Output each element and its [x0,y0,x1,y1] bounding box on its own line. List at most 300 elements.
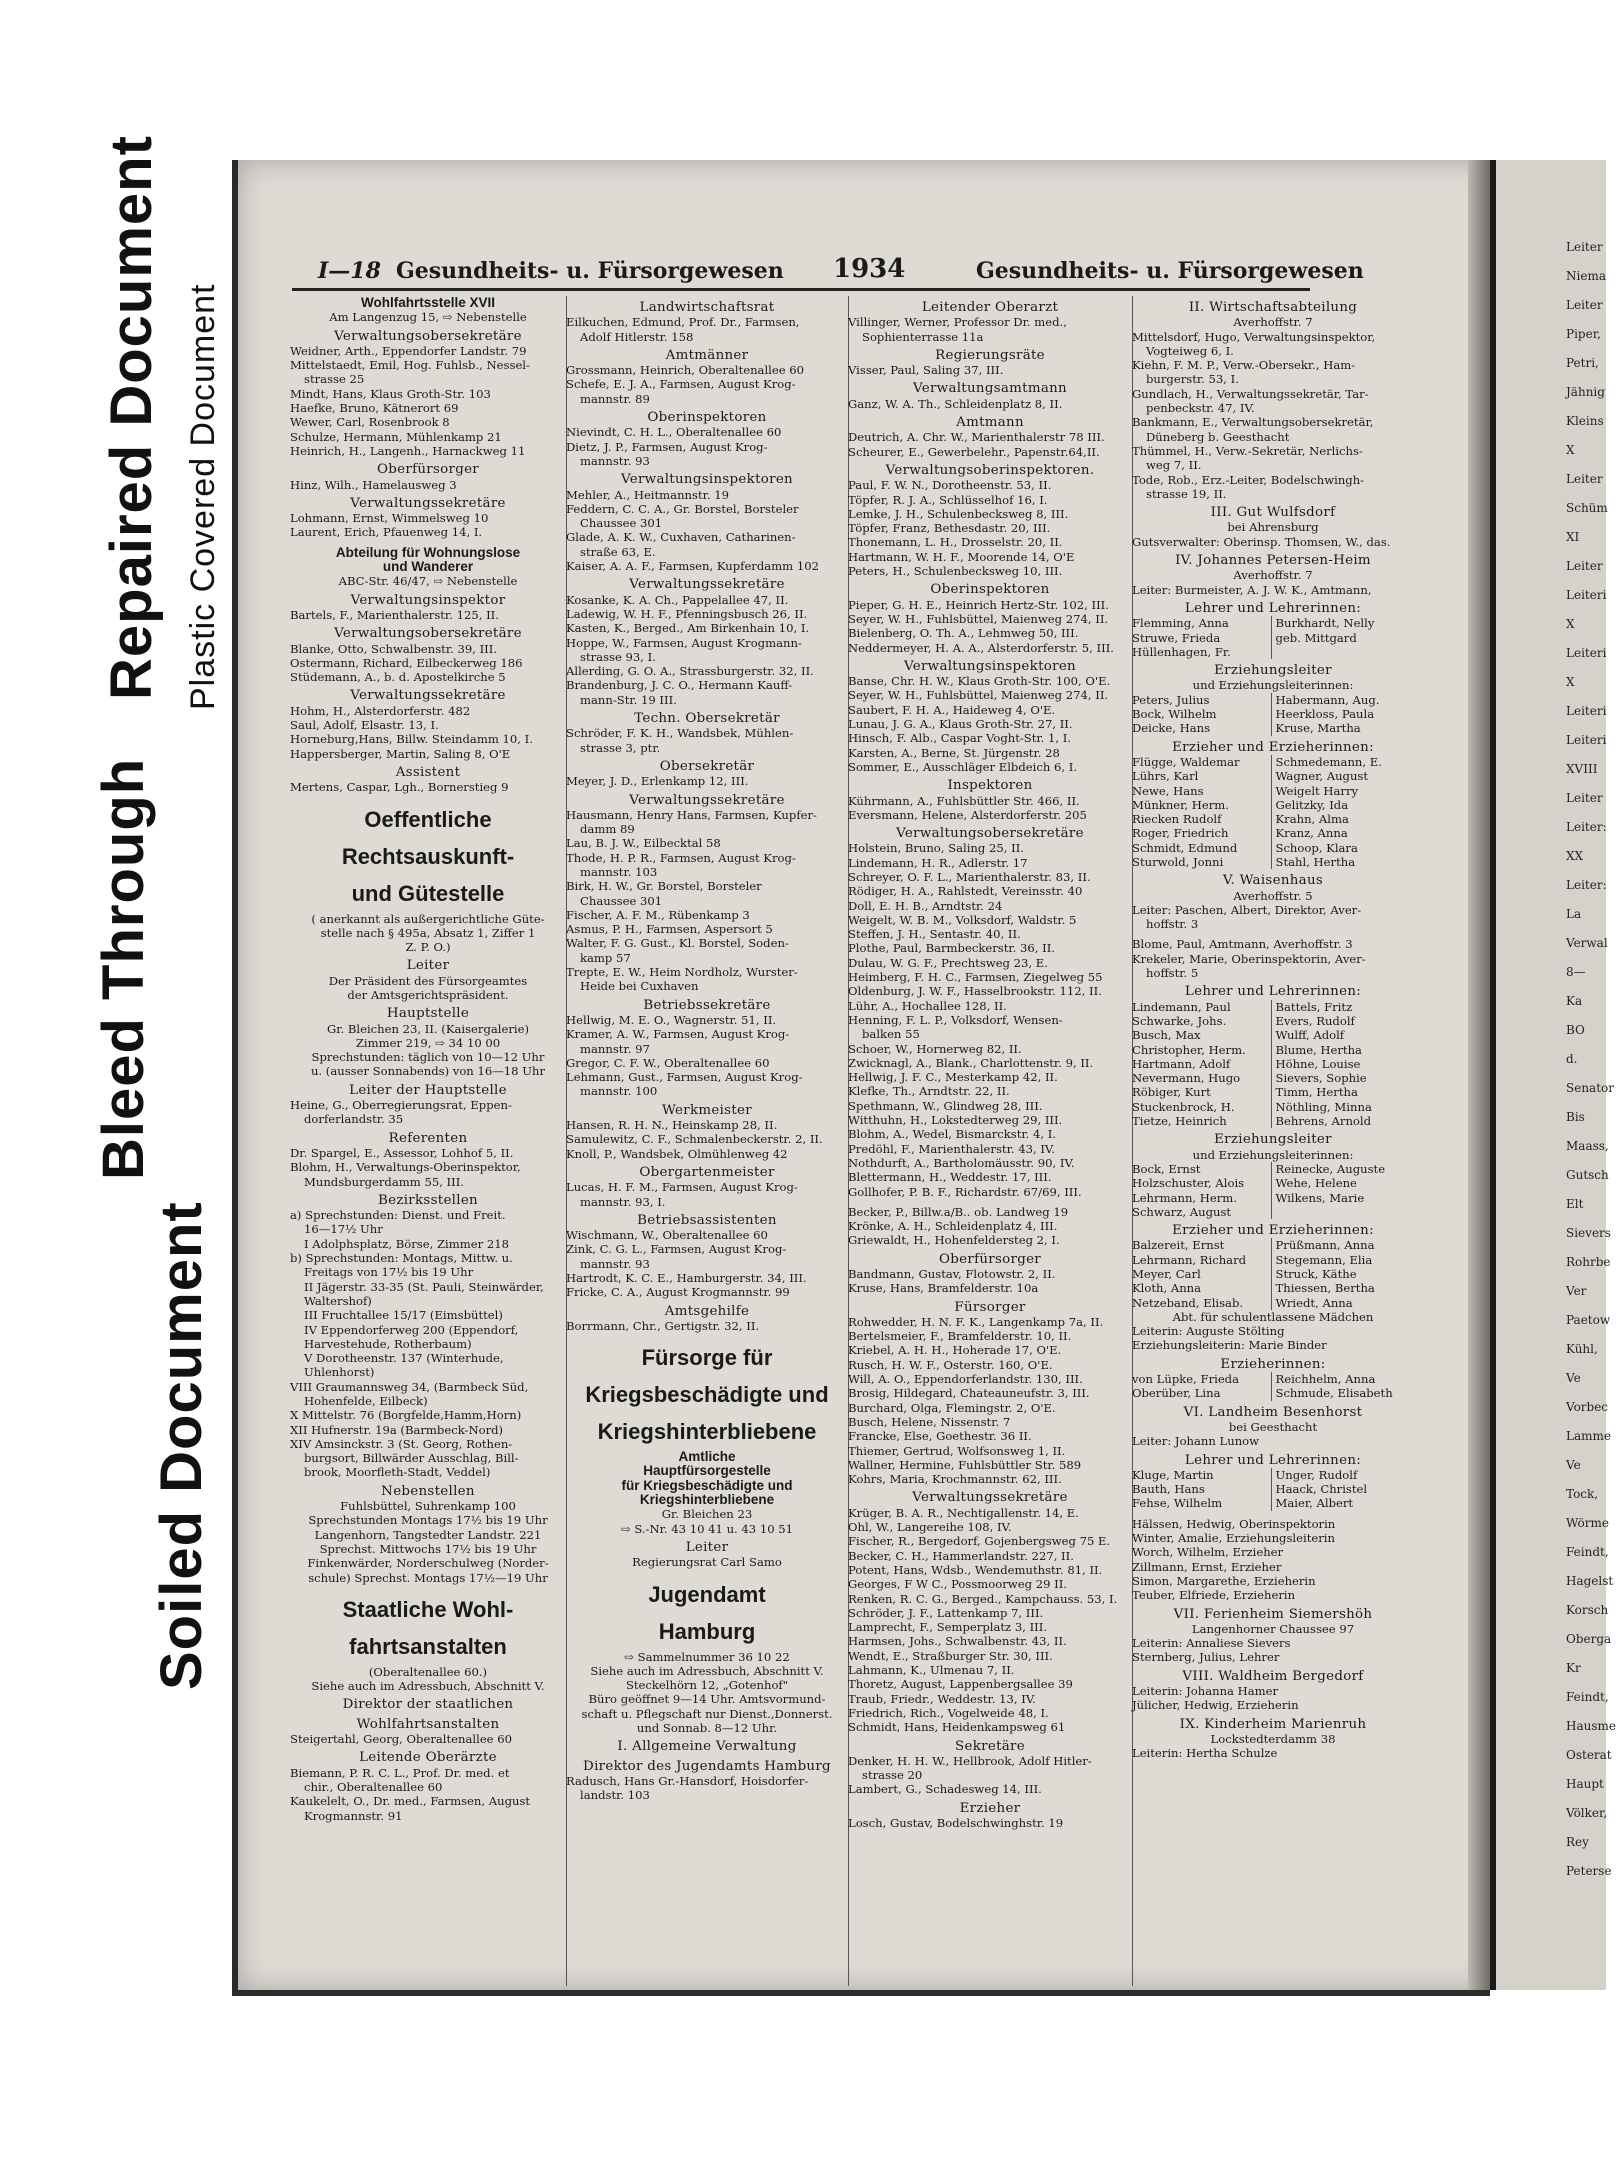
name-pair-row [1132,755,1414,769]
directory-entry: Hohm, H., Alsterdorferstr. 482 [290,703,471,718]
adjacent-page-text: Rey [1566,1835,1589,1849]
section-heading: IX. Kinderheim Marienruh [1179,1716,1367,1732]
directory-entry: Renken, R. C. G., Berged., Kampchauss. 53, I. [848,1591,1118,1606]
name-left: Flügge, Waldemar [1132,754,1240,769]
adjacent-page-text: Bis [1566,1110,1585,1124]
directory-entry: Leiterin: Auguste Stölting [1132,1324,1285,1339]
name-pair-row [1132,855,1414,869]
directory-entry: Knoll, P., Wandsbek, Olmühlenweg 42 [566,1146,788,1161]
section-heading: Amtmann [956,415,1024,431]
directory-entry: Harmsen, Johs., Schwalbenstr. 43, II. [848,1634,1067,1649]
centered-line: ⇨ S.-Nr. 43 10 41 u. 43 10 51 [620,1521,794,1536]
adjacent-page-text: Korsch [1566,1603,1609,1617]
book-gutter [1468,160,1490,1990]
directory-entry: Mittelsdorf, Hugo, Verwaltungsinspektor, [1132,329,1376,344]
adjacent-page-text: Ka [1566,994,1583,1008]
directory-entry: Heinrich, H., Langenh., Harnackweg 11 [290,443,526,458]
directory-entry: Francke, Else, Goethestr. 36 II. [848,1429,1032,1444]
section-heading: Nebenstellen [381,1483,475,1499]
directory-entry: Erziehungsleiterin: Marie Binder [1132,1338,1327,1353]
directory-entry: Blohm, A., Wedel, Bismarckstr. 4, I. [848,1127,1057,1142]
centered-line: Siehe auch im Adressbuch, Abschnitt V. [311,1679,545,1694]
directory-entry: Walter, F. G. Gust., Kl. Borstel, Soden- [566,936,789,951]
directory-entry: Klefke, Th., Arndtstr. 22, II. [848,1084,1010,1099]
centered-line: Averhoffstr. 7 [1233,315,1313,330]
directory-entry: Feddern, C. C. A., Gr. Borstel, Borsteler [566,501,799,516]
office-title: Fürsorge für [641,1345,773,1371]
directory-entry: Schulze, Hermann, Mühlenkamp 21 [290,429,502,444]
adjacent-page-text: Oberga [1566,1632,1612,1646]
section-heading: Betriebsassistenten [637,1212,777,1228]
directory-entry: Predöhl, F., Marienthalerstr. 43, IV. [848,1141,1055,1156]
side-label-repaired-document: Repaired Document [99,135,164,700]
directory-entry: Pieper, G. H. E., Heinrich Hertz-Str. 102, III. [848,597,1109,612]
name-right: Wagner, August [1271,769,1415,783]
directory-entry: Weidner, Arth., Eppendorfer Landstr. 79 [290,343,527,358]
directory-entry: Hausmann, Henry Hans, Farmsen, Kupfer- [566,807,817,822]
name-left: Struwe, Frieda [1132,630,1221,645]
name-pair-row [1132,1085,1414,1099]
directory-entry: Gundlach, H., Verwaltungssekretär, Tar- [1132,386,1369,401]
entry-continuation: strasse 93, I. [580,649,656,664]
directory-entry: Kosanke, K. A. Ch., Pappelallee 47, II. [566,592,789,607]
entry-continuation: II Jägerstr. 33-35 (St. Pauli, Steinwärder, [304,1279,544,1294]
entry-continuation: landstr. 103 [580,1788,650,1803]
name-pair-row [1132,1253,1414,1267]
directory-entry: Oldenburg, J. W. F., Hasselbrookstr. 112, II. [848,984,1102,999]
centered-line: Fuhlsbüttel, Suhrenkamp 100 [340,1499,516,1514]
name-left: von Lüpke, Frieda [1132,1372,1240,1387]
name-pair-row [1132,1028,1414,1042]
directory-entry: Kaiser, A. A. F., Farmsen, Kupferdamm 102 [566,559,819,574]
adjacent-page-text: d. [1566,1052,1578,1066]
directory-entry: Lemke, J. H., Schulenbecksweg 8, III. [848,506,1069,521]
adjacent-page-text: Tock, [1566,1487,1599,1501]
directory-entry: Allerding, G. O. A., Strassburgerstr. 32, II. [566,664,814,679]
centered-line: ABC-Str. 46/47, ⇨ Nebenstelle [338,574,518,589]
side-label-plastic-covered: Plastic Covered Document [184,283,222,710]
adjacent-page-text: BO [1566,1023,1585,1037]
directory-entry: Nievindt, C. H. L., Oberaltenallee 60 [566,425,782,440]
header-rule [292,288,1310,291]
directory-entry: Winter, Amalie, Erziehungsleiterin [1132,1531,1335,1546]
directory-entry: Thiemer, Gertrud, Wolfsonsweg 1, II. [848,1443,1066,1458]
section-heading: Verwaltungsamtmann [913,381,1067,397]
section-heading: VIII. Waldheim Bergedorf [1182,1668,1364,1684]
section-heading: Erziehungsleiter [1214,663,1332,679]
directory-entry: Leiter: Johann Lunow [1132,1434,1260,1449]
section-heading: V. Waisenhaus [1222,873,1324,889]
name-left: Roger, Friedrich [1132,826,1229,841]
directory-entry: Krekeler, Marie, Oberinspektorin, Aver- [1132,951,1366,966]
name-right: Nöthling, Minna [1271,1100,1415,1114]
directory-entry: Blanke, Otto, Schwalbenstr. 39, III. [290,641,498,656]
adjacent-page-text: Lamme [1566,1429,1611,1443]
directory-entry: Ostermann, Richard, Eilbeckerweg 186 [290,655,523,670]
entry-continuation: V Dorotheenstr. 137 (Winterhude, [304,1351,504,1366]
name-left: Bock, Wilhelm [1132,707,1217,722]
directory-entry: Happersberger, Martin, Saling 8, O'E [290,746,511,761]
directory-entry: Gregor, C. F. W., Oberaltenallee 60 [566,1055,770,1070]
section-heading-bold: Kriegshinterbliebene [639,1492,775,1508]
directory-entry: Lehmann, Gust., Farmsen, August Krog- [566,1070,803,1085]
section-heading: Amtsgehilfe [664,1303,750,1319]
entry-continuation: Harvestehude, Rotherbaum) [304,1336,472,1351]
section-heading: Direktor der staatlichen [342,1697,514,1713]
centered-line: Am Langenzug 15, ⇨ Nebenstelle [329,310,527,325]
directory-entry: Sommer, E., Ausschläger Elbdeich 6, I. [848,759,1077,774]
entry-continuation: dorferlandstr. 35 [304,1112,404,1127]
name-pair-row [1132,784,1414,798]
centered-line: Regierungsrat Carl Samo [632,1555,782,1570]
section-heading: Lehrer und Lehrerinnen: [1184,984,1362,1000]
column-1 [290,296,566,1986]
directory-entry: Haefke, Bruno, Kätnerort 69 [290,401,459,416]
directory-entry: Lohmann, Ernst, Wimmelsweg 10 [290,511,489,526]
directory-entry: Lindemann, H. R., Adlerstr. 17 [848,855,1028,870]
section-heading: I. Allgemeine Verwaltung [617,1739,797,1755]
name-pair-row [1132,1468,1414,1482]
section-heading: Verwaltungsinspektor [350,592,506,608]
entry-continuation: Adolf Hitlerstr. 158 [580,329,694,344]
directory-entry: Fischer, A. F. M., Rübenkamp 3 [566,907,750,922]
adjacent-page-text: Leiter: [1566,878,1607,892]
entry-continuation: Heide bei Cuxhaven [580,979,699,994]
section-heading: Leiter [685,1539,729,1555]
name-right: Blume, Hertha [1271,1043,1415,1057]
office-title: Rechtsauskunft- [341,843,515,869]
name-pair-row [1132,1014,1414,1028]
entry-continuation: 16—17½ Uhr [304,1222,383,1237]
entry-continuation: burgsort, Billwärder Ausschlag, Bill- [304,1451,519,1466]
adjacent-page-text: Senator [1566,1081,1614,1095]
name-pair-row [1132,1482,1414,1496]
directory-entry: Simon, Margarethe, Erzieherin [1132,1573,1316,1588]
directory-entry: Zillmann, Ernst, Erzieher [1132,1559,1282,1574]
directory-entry: Sternberg, Julius, Lehrer [1132,1650,1280,1665]
section-heading: Betriebssekretäre [643,997,771,1013]
name-left: Nevermann, Hugo [1132,1071,1241,1086]
directory-entry: Griewaldt, H., Hohenfeldersteg 2, I. [848,1233,1060,1248]
name-left: Hüllenhagen, Fr. [1132,644,1231,659]
centered-line: Langenhorner Chaussee 97 [1191,1621,1355,1636]
name-right: Burkhardt, Nelly [1271,616,1415,630]
name-pair-row [1132,1496,1414,1510]
name-left: Sturwold, Jonni [1132,854,1224,869]
directory-entry: Weigelt, W. B. M., Volksdorf, Waldstr. 5 [848,912,1077,927]
directory-entry: Tode, Rob., Erz.-Leiter, Bodelschwingh- [1132,472,1365,487]
directory-entry: Henning, F. L. P., Volksdorf, Wensen- [848,1012,1063,1027]
adjacent-page-text: XI [1566,530,1580,544]
section-heading: Hauptstelle [386,1006,470,1022]
name-pair-row [1132,826,1414,840]
section-heading: Amtmänner [665,347,749,363]
section-heading: Leiter [406,958,450,974]
name-pair-row [1132,1176,1414,1190]
directory-entry: Lühr, A., Hochallee 128, II. [848,998,1007,1013]
office-title: Kriegsbeschädigte und [585,1382,829,1408]
directory-entry: Seyer, W. H., Fuhlsbüttel, Maienweg 274, II. [848,688,1109,703]
entry-continuation: Mundsburgerdamm 55, III. [304,1174,464,1189]
name-right: Stahl, Hertha [1271,855,1415,869]
centered-line: Zimmer 219, ⇨ 34 10 00 [355,1035,501,1050]
directory-entry: Lahmann, K., Ulmenau 7, II. [848,1663,1015,1678]
entry-continuation: hoffstr. 5 [1146,966,1199,981]
name-pair-row [1132,707,1414,721]
entry-continuation: Chaussee 301 [580,516,663,531]
name-right: Schoop, Klara [1271,841,1415,855]
section-heading: Oberinspektoren [930,582,1050,598]
directory-entry: Traub, Friedr., Weddestr. 13, IV. [848,1691,1036,1706]
directory-entry: Spethmann, W., Glindweg 28, III. [848,1098,1043,1113]
adjacent-page-text: Paetow [1566,1313,1611,1327]
section-heading: Verwaltungsinspektoren [904,658,1076,674]
directory-entry: Thoretz, August, Lappenbergsallee 39 [848,1677,1073,1692]
directory-entry: Wischmann, W., Oberaltenallee 60 [566,1228,768,1243]
directory-entry: Stüdemann, A., b. d. Apostelkirche 5 [290,670,506,685]
centered-line: Langenhorn, Tangstedter Landstr. 221 [314,1527,542,1542]
adjacent-page-text: Leiter [1566,298,1603,312]
section-heading: Verwaltungssekretäre [350,688,506,704]
name-right: Habermann, Aug. [1271,693,1415,707]
directory-entry: Lunau, J. G. A., Klaus Groth-Str. 27, II. [848,717,1073,732]
directory-entry: Kiehn, F. M. P., Verw.-Obersekr., Ham- [1132,358,1356,373]
directory-entry: Witthuhn, H., Lokstedterweg 29, III. [848,1113,1063,1128]
centered-line: Der Präsident des Fürsorgeamtes [328,973,528,988]
centered-line: Abt. für schulentlassene Mädchen [1172,1309,1374,1324]
directory-entry: b) Sprechstunden: Montags, Mittw. u. [290,1251,513,1266]
directory-entry: Denker, H. H. W., Hellbrook, Adolf Hitler- [848,1753,1092,1768]
entry-continuation: strasse 3, ptr. [580,740,661,755]
office-title: Hamburg [658,1618,756,1644]
name-pair-row [1132,1100,1414,1114]
directory-entry: Eversmann, Helene, Alsterdorferstr. 205 [848,807,1087,822]
section-heading: Verwaltungsobersekretäre [896,826,1084,842]
directory-entry: Mehler, A., Heitmannstr. 19 [566,487,730,502]
name-right: Unger, Rudolf [1271,1468,1415,1482]
directory-entry: Leiter: Paschen, Albert, Direktor, Aver- [1132,902,1362,917]
section-heading: Verwaltungssekretäre [912,1490,1068,1506]
entry-continuation: hoffstr. 3 [1146,917,1199,932]
directory-entry: a) Sprechstunden: Dienst. und Freit. [290,1208,506,1223]
entry-continuation: Hohenfelde, Eilbeck) [304,1394,428,1408]
directory-entry: Thode, H. P. R., Farmsen, August Krog- [566,850,796,865]
directory-entry: Steffen, J. H., Sentastr. 40, II. [848,927,1021,942]
adjacent-page-text: Petri, [1566,356,1599,370]
directory-entry: Bankmann, E., Verwaltungsobersekretär, [1132,415,1374,430]
section-heading: Verwaltungsobersekretäre [334,626,522,642]
centered-line: und Erziehungsleiterinnen: [1192,1147,1354,1162]
name-left: Busch, Max [1132,1028,1201,1043]
entry-continuation: mannstr. 103 [580,864,658,879]
directory-entry: Bielenberg, O. Th. A., Lehmweg 50, III. [848,626,1079,641]
entry-continuation: penbeckstr. 47, IV. [1146,401,1255,416]
adjacent-page-text: Kühl, [1566,1342,1598,1356]
adjacent-page-text: Rohrbe [1566,1255,1611,1269]
directory-entry: Heine, G., Oberregierungsrat, Eppen- [290,1098,512,1113]
name-pair-row [1132,1281,1414,1295]
office-title: fahrtsanstalten [349,1633,507,1659]
section-heading: Verwaltungsinspektoren [621,472,793,488]
directory-entry: Mertens, Caspar, Lgh., Bornerstieg 9 [290,780,509,795]
centered-line: Lockstedterdamm 38 [1210,1731,1336,1746]
directory-entry: Asmus, P. H., Farmsen, Aspersort 5 [566,922,773,937]
adjacent-page-text: Gutsch [1566,1168,1609,1182]
centered-line: Sprechst. Mittwochs 17½ bis 19 Uhr [319,1541,537,1556]
centered-line: ⇨ Sammelnummer 36 10 22 [624,1649,790,1664]
name-right: Battels, Fritz [1271,1000,1415,1014]
section-heading: Erzieher [959,1800,1021,1816]
directory-entry: Scheurer, E., Gewerbelehr., Papenstr.64,II. [848,444,1100,459]
centered-line: der Amtsgerichtspräsident. [347,987,509,1002]
centered-line: Steckelhörn 12, „Gotenhof" [625,1678,789,1693]
running-header [278,252,1364,292]
directory-entry: Paul, F. W. N., Dorotheenstr. 53, II. [848,478,1052,493]
entry-continuation: burgerstr. 53, I. [1146,372,1239,387]
directory-entry: Töpfer, Franz, Bethesdastr. 20, III. [848,521,1051,536]
name-pair-row [1132,1057,1414,1071]
entry-continuation: Vogteiweg 6, I. [1146,343,1234,358]
adjacent-page-text: Feindt, [1566,1690,1609,1704]
adjacent-page-text: XX [1566,849,1584,863]
entry-continuation: balken 55 [862,1027,920,1042]
name-left: Riecken Rudolf [1132,812,1222,827]
directory-entry: Becker, C. H., Hammerlandstr. 227, II. [848,1548,1074,1563]
section-heading: Oberfürsorger [377,462,479,478]
directory-entry: Nothdurft, A., Bartholomäusstr. 90, IV. [848,1155,1075,1170]
section-heading-bold: und Wanderer [382,559,474,575]
directory-entry: X Mittelstr. 76 (Borgfelde,Hamm,Horn) [290,1408,522,1423]
entry-continuation: mannstr. 89 [580,391,650,406]
centered-line: Siehe auch im Adressbuch, Abschnitt V. [590,1663,824,1678]
directory-entry: Fricke, C. A., August Krogmannstr. 99 [566,1285,790,1300]
section-heading: III. Gut Wulfsdorf [1210,505,1336,521]
adjacent-page-text: Kr [1566,1661,1581,1675]
name-left: Stuckenbrock, H. [1132,1099,1235,1114]
section-heading: Obersekretär [659,758,755,774]
name-right: Prüßmann, Anna [1271,1238,1415,1252]
name-pair-row [1132,1162,1414,1176]
directory-entry: Peters, H., Schulenbecksweg 10, III. [848,564,1063,579]
adjacent-page-text: Leiteri [1566,704,1607,718]
directory-entry: Teuber, Elfriede, Erzieherin [1132,1588,1296,1603]
adjacent-page-text: Ve [1566,1458,1581,1472]
directory-entry: Kasten, K., Berged., Am Birkenhain 10, I. [566,621,810,636]
name-pair-row [1132,1267,1414,1281]
name-right [1271,1205,1415,1219]
directory-entry: Ohl, W., Langereihe 108, IV. [848,1520,1012,1535]
directory-entry: Hellwig, J. F. C., Mesterkamp 42, II. [848,1070,1058,1085]
directory-entry: Mittelstaedt, Emil, Hog. Fuhlsb., Nessel- [290,358,530,373]
adjacent-page-text: Schüm [1566,501,1608,515]
section-heading: II. Wirtschaftsabteilung [1188,300,1358,315]
directory-entry: Bertelsmeier, F., Bramfelderstr. 10, II. [848,1329,1072,1344]
name-right: Heerkloss, Paula [1271,707,1415,721]
name-left: Flemming, Anna [1132,616,1229,631]
name-left: Newe, Hans [1132,783,1204,798]
entry-continuation: Krogmannstr. 91 [304,1808,403,1823]
section-heading: Erzieher und Erzieherinnen: [1172,1223,1374,1239]
name-pair-row [1132,812,1414,826]
directory-entry: Hellwig, M. E. O., Wagnerstr. 51, II. [566,1012,777,1027]
directory-entry: Eilkuchen, Edmund, Prof. Dr., Farmsen, [566,315,800,330]
name-left: Bauth, Hans [1132,1482,1205,1497]
name-left: Münkner, Herm. [1132,797,1229,812]
section-heading: Sekretäre [955,1738,1025,1754]
centered-line: Gr. Bleichen 23, II. (Kaisergalerie) [326,1021,530,1036]
section-heading-bold: Amtliche [678,1449,736,1465]
directory-entry: Ladewig, W. H. F., Pfenningsbusch 26, II. [566,606,808,621]
section-heading: Wohlfahrtsanstalten [356,1716,500,1732]
name-pair-row [1132,1071,1414,1085]
directory-entry: Leiterin: Hertha Schulze [1132,1746,1278,1761]
name-left: Lehrmann, Herm. [1132,1190,1237,1205]
entry-continuation: Waltershof) [304,1293,372,1308]
centered-line: Z. P. O.) [405,940,451,955]
name-right: Schmude, Elisabeth [1271,1386,1415,1400]
directory-entry: Schreyer, O. F. L., Marienthalerstr. 83, II. [848,869,1091,884]
directory-entry: Holstein, Bruno, Saling 25, II. [848,841,1024,856]
directory-entry: Villinger, Werner, Professor Dr. med., [848,315,1067,330]
section-heading: IV. Johannes Petersen-Heim [1175,553,1371,569]
column-2 [566,296,848,1986]
name-right: Thiessen, Bertha [1271,1281,1415,1295]
name-right: Wriedt, Anna [1271,1296,1415,1310]
centered-line: schaft u. Pflegschaft nur Dienst.,Donnerst. [581,1706,833,1721]
directory-entry: Kührmann, A., Fuhlsbüttler Str. 466, II. [848,793,1080,808]
entry-continuation: Sophienterrasse 11a [862,329,984,344]
directory-entry: Schoer, W., Hornerweg 82, II. [848,1041,1022,1056]
centered-line: Büro geöffnet 9—14 Uhr. Amtsvormund- [588,1692,826,1707]
entry-continuation: strasse 25 [304,372,365,387]
section-heading: Leiter der Hauptstelle [349,1082,507,1098]
name-left: Schmidt, Edmund [1132,840,1238,855]
page-bottom-edge [232,1990,1490,1996]
directory-entry: Samulewitz, C. F., Schmalenbeckerstr. 2, II. [566,1132,823,1147]
directory-entry: Lamprecht, F., Semperplatz 3, III. [848,1620,1048,1635]
directory-entry: Laurent, Erich, Pfauenweg 14, I. [290,525,483,540]
centered-line: bei Geesthacht [1228,1419,1318,1434]
directory-entry: Blome, Paul, Amtmann, Averhoffstr. 3 [1132,937,1353,952]
name-right: Struck, Käthe [1271,1267,1415,1281]
name-left: Peters, Julius [1132,692,1210,707]
name-pair-row [1132,1000,1414,1014]
entry-continuation: weg 7, II. [1146,458,1202,473]
adjacent-page-text: Völker, [1566,1806,1608,1820]
adjacent-page-text: X [1566,443,1575,457]
centered-line: und Sonnab. 8—12 Uhr. [636,1721,778,1736]
name-right: Reichhelm, Anna [1271,1372,1415,1386]
directory-entry: Blettermann, H., Weddestr. 17, III. [848,1170,1052,1185]
directory-entry: Dr. Spargel, E., Assessor, Lohhof 5, II. [290,1145,514,1160]
centered-line: Sprechstunden: täglich von 10—12 Uhr [311,1050,545,1065]
adjacent-page-text: Leiteri [1566,646,1607,660]
directory-entry: Doll, E. H. B., Arndtstr. 24 [848,898,1003,913]
entry-continuation: mannstr. 93 [580,1256,650,1271]
adjacent-page-text: 8— [1566,965,1586,979]
name-pair-row [1132,1372,1414,1386]
section-heading: Verwaltungssekretäre [350,495,506,511]
section-heading: Erzieherinnen: [1220,1356,1326,1372]
entry-continuation: straße 63, E. [580,544,656,559]
entry-continuation: Freitags von 17½ bis 19 Uhr [304,1265,474,1280]
directory-entry: Leiter: Burmeister, A. J. W. K., Amtmann, [1132,582,1372,597]
name-pair-row [1132,1205,1414,1219]
adjacent-page-text: La [1566,907,1582,921]
directory-entry: Lambert, G., Schadesweg 14, III. [848,1782,1042,1797]
name-pair-row [1132,1114,1414,1128]
name-pair-row [1132,1043,1414,1057]
